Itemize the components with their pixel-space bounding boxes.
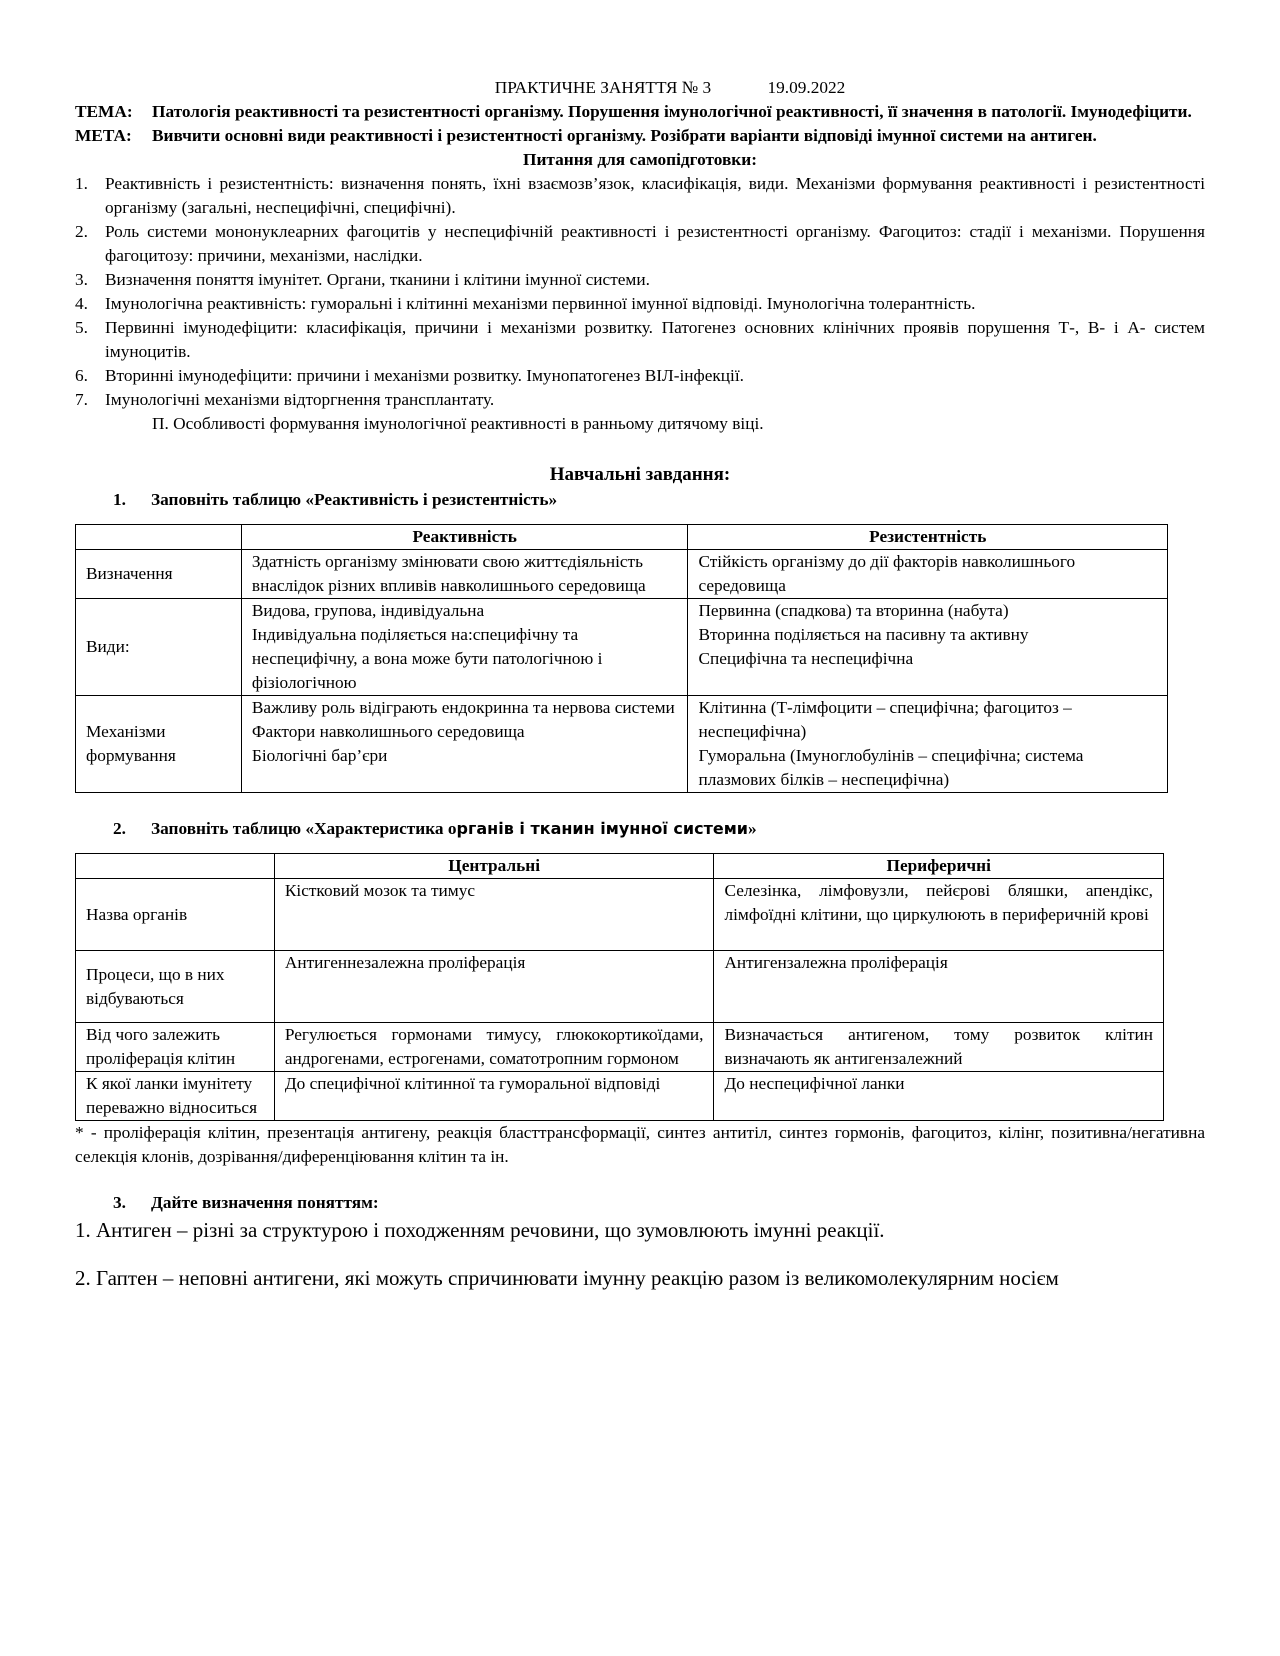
task3-heading: 3. Дайте визначення поняттям: bbox=[113, 1193, 379, 1212]
questions-title: Питання для самопідготовки: bbox=[523, 150, 757, 169]
table-cell: Важливу роль відіграють ендокринна та нервова системи Фактори навколишнього середовища Біологічні бар’єри bbox=[241, 696, 688, 793]
table-header-row bbox=[76, 525, 1168, 550]
table-cell: Регулюється гормонами тимусу, глюкокортикоїдами, андрогенами, естрогенами, соматотропним гормоном bbox=[274, 1023, 714, 1072]
list-item: 7. Імунологічні механізми відторгнення трансплантату. bbox=[75, 390, 495, 409]
table-cell: Визначається антигеном, тому розвиток клітин визначають як антигензалежний bbox=[714, 1023, 1164, 1072]
table-cell: Первинна (спадкова) та вторинна (набута) Вторинна поділяється на пасивну та активну Специфічна та неспецифічна bbox=[688, 599, 1168, 696]
list-item: 5. Первинні імунодефіцити: класифікація, причини і механізми розвитку. Патогенез основних клінічних проявів порушення Т-, В- і А- систем імуноцитів. bbox=[75, 318, 1205, 361]
definition-antigen: 1. Антиген – різні за структурою і походженням речовини, що зумовлюють імунні реакції. bbox=[75, 1218, 885, 1242]
document-page bbox=[75, 76, 1205, 1299]
table-row bbox=[76, 550, 1168, 599]
list-item: 4. Імунологічна реактивність: гуморальні і клітинні механізми первинної імунної відповіді. Імунологічна толерантність. bbox=[75, 294, 976, 313]
table-row bbox=[76, 1023, 1164, 1072]
table-row bbox=[76, 879, 1164, 951]
tasks-title: Навчальні завдання: bbox=[549, 464, 731, 485]
task2-heading: 2. Заповніть таблицю «Характеристика органів і тканин імунної системи» bbox=[113, 819, 757, 838]
row-label: Механізми формування bbox=[76, 696, 242, 793]
table-cell: До неспецифічної ланки bbox=[714, 1072, 1164, 1121]
table-cell: Клітинна (Т-лімфоцити – специфічна; фагоцитоз – неспецифічна) Гуморальна (Імуноглобулінів – специфічна; система плазмових білків – неспецифічна) bbox=[688, 696, 1168, 793]
lesson-date: 19.09.2022 bbox=[767, 78, 846, 97]
topic-label: ТЕМА: bbox=[75, 102, 133, 121]
table-cell: Кістковий мозок та тимус bbox=[274, 879, 714, 951]
table-cell: Селезінка, лімфовузли, пейєрові бляшки, апендікс, лімфоїдні клітини, що циркулюють в периферичній крові bbox=[714, 879, 1164, 951]
definition-hapten: 2. Гаптен – неповні антигени, які можуть спричинювати імунну реакцію разом із великомолекулярним носієм bbox=[75, 1266, 1059, 1290]
questions-extra: П. Особливості формування імунологічної реактивності в ранньому дитячому віці. bbox=[152, 414, 764, 433]
goal-text: Вивчити основні види реактивності і резистентності організму. Розібрати варіанти відповіді імунної системи на антиген. bbox=[152, 126, 1097, 145]
column-header: Реактивність bbox=[241, 525, 688, 550]
row-label: Від чого залежить проліферація клітин bbox=[76, 1023, 275, 1072]
table-row bbox=[76, 696, 1168, 793]
list-item: 3. Визначення поняття імунітет. Органи, тканини і клітини імунної системи. bbox=[75, 270, 650, 289]
row-label: К якої ланки імунітету переважно відноситься bbox=[76, 1072, 275, 1121]
table-cell: Здатність організму змінювати свою життєдіяльність внаслідок різних впливів навколишнього середовища bbox=[241, 550, 688, 599]
reactivity-table bbox=[75, 524, 1168, 793]
row-label: Назва органів bbox=[76, 879, 275, 951]
table-header-row bbox=[76, 854, 1164, 879]
questions-list bbox=[75, 172, 1205, 412]
row-label: Процеси, що в них відбуваються bbox=[76, 951, 275, 1023]
list-item: 1. Реактивність і резистентність: визначення понять, їхні взаємозв’язок, класифікація, види. Механізми формування реактивності і резистентності організму (загальні, неспецифічні, специфічні). bbox=[75, 174, 1205, 217]
table-cell: Видова, групова, індивідуальна Індивідуальна поділяється на:специфічну та неспецифічну, а вона може бути патологічною і фізіологічною bbox=[241, 599, 688, 696]
goal-label: МЕТА: bbox=[75, 126, 132, 145]
column-header: Периферичні bbox=[714, 854, 1164, 879]
immune-organs-table bbox=[75, 853, 1164, 1121]
row-label: Види: bbox=[76, 599, 242, 696]
table-cell: До специфічної клітинної та гуморальної відповіді bbox=[274, 1072, 714, 1121]
table-cell: Стійкість організму до дії факторів навколишнього середовища bbox=[688, 550, 1168, 599]
row-label: Визначення bbox=[76, 550, 242, 599]
table-footnote: * - проліферація клітин, презентація антигену, реакція бласттрансформації, синтез антитіл, синтез гормонів, фагоцитоз, кілінг, позитивна/негативна селекція клонів, дозрівання/диференціювання клітин та ін. bbox=[75, 1123, 1205, 1166]
column-header: Резистентність bbox=[688, 525, 1168, 550]
page-header bbox=[135, 76, 1205, 100]
goal-block bbox=[75, 124, 1205, 148]
column-header: Центральні bbox=[274, 854, 714, 879]
table-cell: Антигензалежна проліферація bbox=[714, 951, 1164, 1023]
list-item: 2. Роль системи мононуклеарних фагоцитів у неспецифічній реактивності і резистентності організму. Фагоцитоз: стадії і механізми. Порушення фагоцитозу: причини, механізми, наслідки. bbox=[75, 222, 1205, 265]
task1-heading: 1. Заповніть таблицю «Реактивність і резистентність» bbox=[113, 490, 558, 509]
list-item: 6. Вторинні імунодефіцити: причини і механізми розвитку. Імунопатогенез ВІЛ-інфекції. bbox=[75, 366, 744, 385]
table-row bbox=[76, 1072, 1164, 1121]
table-row bbox=[76, 951, 1164, 1023]
table-row bbox=[76, 599, 1168, 696]
topic-text: Патологія реактивності та резистентності організму. Порушення імунологічної реактивності, її значення в патології. Імунодефіцити. bbox=[152, 102, 1192, 121]
lesson-title: ПРАКТИЧНЕ ЗАНЯТТЯ № 3 bbox=[494, 78, 712, 97]
topic-block bbox=[75, 100, 1205, 124]
table-cell: Антигеннезалежна проліферація bbox=[274, 951, 714, 1023]
